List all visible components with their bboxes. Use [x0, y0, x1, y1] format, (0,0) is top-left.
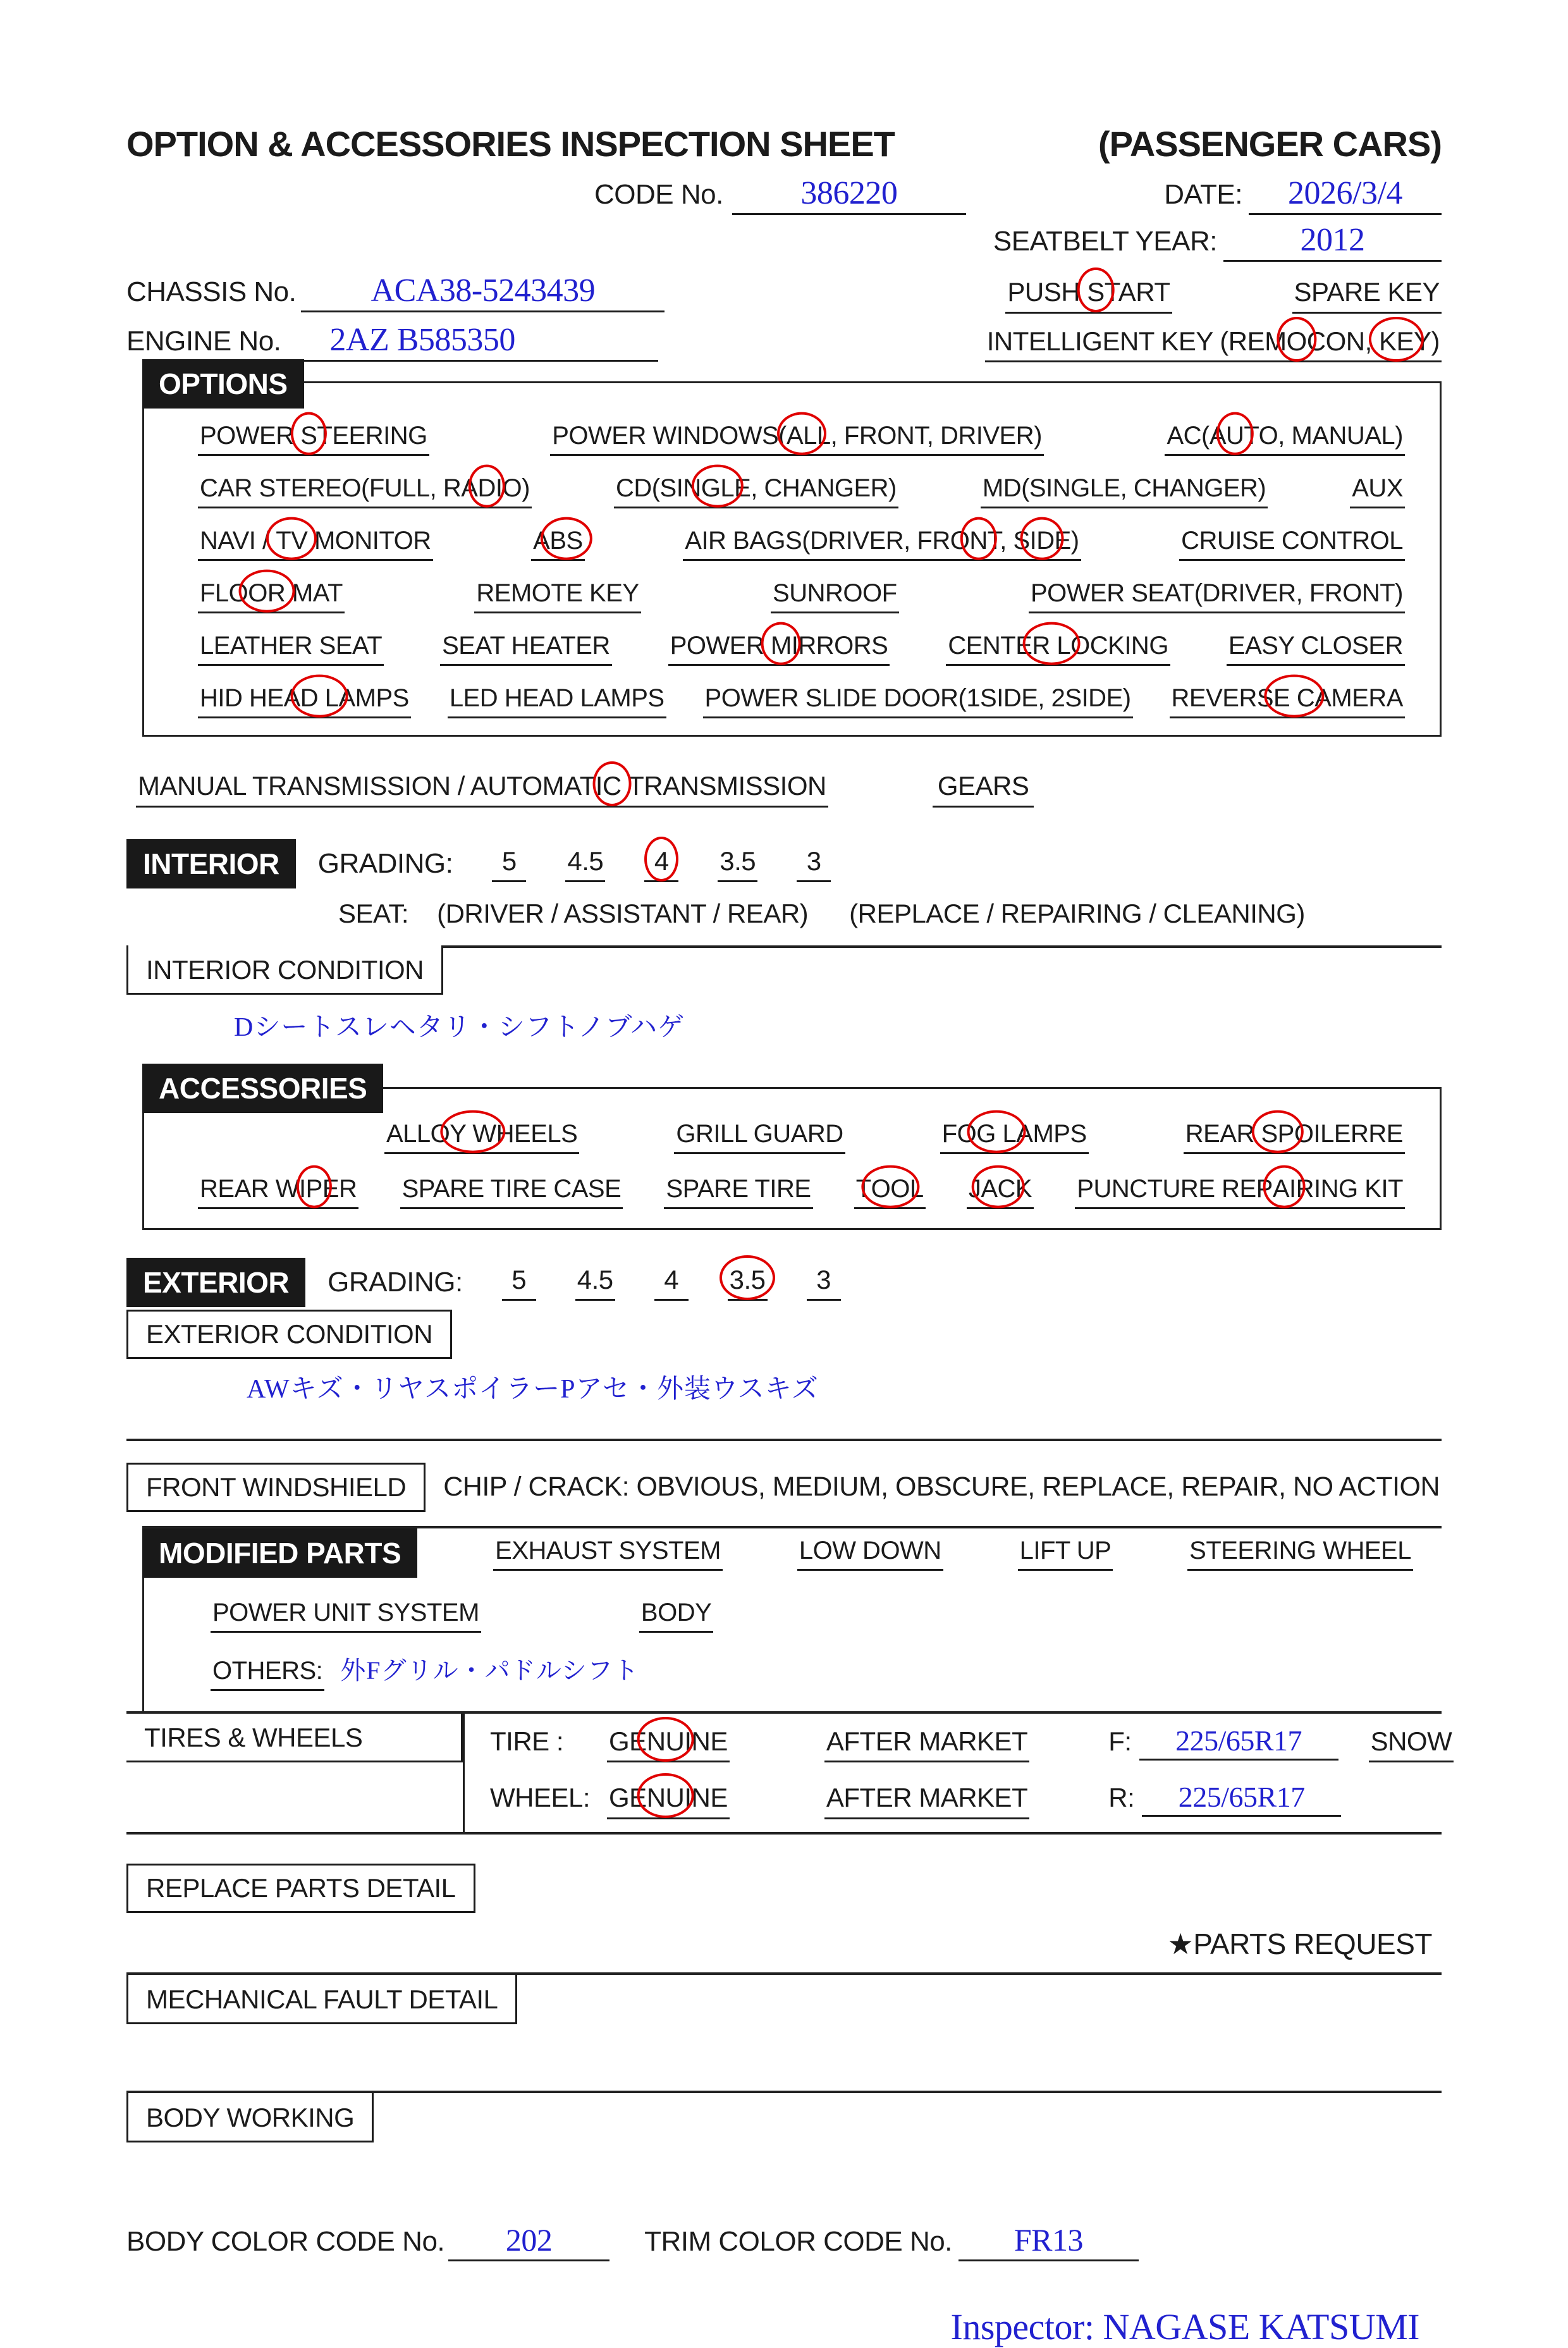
option-power-windows[interactable]: POWER WINDOWS(ALL, FRONT, DRIVER)	[550, 420, 1044, 456]
modified-parts-section-label: MODIFIED PARTS	[142, 1528, 417, 1578]
interior-condition-section	[126, 948, 1442, 1044]
seatbelt-row	[126, 221, 1442, 262]
accessory-alloy-wheels[interactable]: ALLOY WHEELS	[384, 1118, 579, 1154]
exterior-condition-label: EXTERIOR CONDITION	[126, 1310, 452, 1359]
interior-grade-4[interactable]	[644, 845, 678, 883]
wheel-rear-size-field[interactable]: 225/65R17	[1142, 1780, 1341, 1817]
code-value-field[interactable]: 386220	[732, 175, 966, 215]
engine-label: ENGINE No.	[126, 325, 281, 357]
date-label: DATE:	[1164, 179, 1242, 210]
body-working-section	[126, 2091, 1442, 2142]
red-circle-mark: O	[1287, 325, 1307, 359]
front-windshield-label: FRONT WINDSHIELD	[126, 1463, 426, 1512]
modified-low-down[interactable]: LOW DOWN	[797, 1535, 943, 1571]
interior-grading-label: GRADING:	[317, 847, 453, 879]
interior-grade-5[interactable]: 5	[492, 845, 526, 883]
exterior-grade-3-5[interactable]	[728, 1263, 768, 1301]
tire-snow[interactable]: SNOW	[1369, 1725, 1454, 1763]
color-codes-row	[126, 2222, 1442, 2261]
option-md[interactable]: MD(SINGLE, CHANGER)	[981, 472, 1268, 508]
modified-parts-others-row	[211, 1650, 1442, 1691]
option-cd[interactable]: CD(SINGLE, CHANGER)	[614, 472, 898, 508]
accessory-grill-guard[interactable]: GRILL GUARD	[674, 1118, 845, 1154]
red-circle-mark: R L	[1032, 630, 1070, 661]
exterior-condition-note[interactable]: AWキズ・リヤスポイラーPアセ・外装ウスキズ	[247, 1374, 819, 1404]
red-circle-mark: E C	[1273, 682, 1314, 714]
exterior-grade-4[interactable]: 4	[654, 1263, 689, 1301]
red-circle-mark: G L	[976, 1118, 1016, 1150]
trim-color-code-label: TRIM COLOR CODE No.	[644, 2225, 952, 2257]
seat-label: SEAT:	[338, 898, 409, 928]
red-circle-mark: GL	[701, 472, 734, 504]
interior-grading-row	[126, 839, 1442, 888]
option-led-head-lamps[interactable]: LED HEAD LAMPS	[448, 682, 666, 718]
trim-color-code-field[interactable]: FR13	[959, 2222, 1139, 2261]
red-circle-mark: ID	[1030, 525, 1055, 556]
accessory-rear-spoiler[interactable]: REAR SPOILERRE	[1184, 1118, 1405, 1154]
engine-row	[126, 321, 1442, 363]
option-cruise-control[interactable]: CRUISE CONTROL	[1179, 525, 1405, 561]
modified-lift-up[interactable]: LIFT UP	[1018, 1535, 1113, 1571]
red-circle-mark: AI	[1273, 1173, 1296, 1205]
wheel-genuine[interactable]: GENUINE	[607, 1781, 730, 1819]
red-circle-mark: NU	[647, 1725, 685, 1759]
seatbelt-year-label: SEATBELT YEAR:	[993, 226, 1217, 257]
body-color-code-label: BODY COLOR CODE No.	[126, 2225, 445, 2257]
options-row-2	[198, 472, 1405, 508]
others-label: OTHERS:	[211, 1655, 324, 1691]
red-circle-mark: P	[306, 1173, 322, 1205]
accessories-row-2	[198, 1173, 1405, 1209]
page-subtitle: (PASSENGER CARS)	[1098, 124, 1442, 164]
option-floor-mat[interactable]: FLOOR MAT	[198, 577, 345, 613]
chip-crack-options[interactable]: CHIP / CRACK: OBVIOUS, MEDIUM, OBSCURE, REPLACE, REPAIR, NO ACTION	[443, 1472, 1440, 1502]
modified-parts-items	[417, 1535, 1442, 1571]
option-abs[interactable]: ABS	[531, 525, 585, 561]
red-circle-mark: TV	[276, 525, 307, 556]
body-color-code-field[interactable]: 202	[448, 2222, 609, 2261]
accessory-tool[interactable]: TOOL	[854, 1173, 926, 1209]
options-row-6	[198, 682, 1405, 718]
options-box	[142, 367, 1442, 737]
others-note[interactable]: 外Fグリル・パドルシフト	[340, 1656, 639, 1685]
option-navi-tv-monitor[interactable]: NAVI / TV MONITOR	[198, 525, 433, 561]
red-circle-mark: D L	[300, 682, 339, 714]
option-power-seat[interactable]: POWER SEAT(DRIVER, FRONT)	[1029, 577, 1405, 613]
seatbelt-year-field[interactable]: 2012	[1223, 221, 1442, 262]
red-circle-mark: S	[1087, 276, 1105, 309]
options-row-1	[198, 420, 1405, 456]
divider-line	[126, 1439, 1442, 1441]
parts-request-row	[126, 1927, 1442, 1961]
option-seat-heater[interactable]: SEAT HEATER	[440, 630, 612, 666]
option-power-steering[interactable]: POWER STEERING	[198, 420, 429, 456]
tire-front-label: F:	[1108, 1726, 1132, 1756]
accessory-spare-tire[interactable]: SPARE TIRE	[664, 1173, 812, 1209]
code-label: CODE No.	[594, 179, 723, 210]
replace-parts-detail-label: REPLACE PARTS DETAIL	[126, 1864, 475, 1913]
wheel-after-market[interactable]: AFTER MARKET	[824, 1781, 1029, 1819]
modified-steering-wheel[interactable]: STEERING WHEEL	[1187, 1535, 1413, 1571]
options-row-5	[198, 630, 1405, 666]
chassis-row	[126, 272, 1442, 314]
page-title: OPTION & ACCESSORIES INSPECTION SHEET	[126, 124, 895, 164]
seat-positions[interactable]: (DRIVER / ASSISTANT / REAR)	[437, 898, 809, 928]
option-reverse-camera[interactable]: REVERSE CAMERA	[1170, 682, 1405, 718]
tire-row	[490, 1724, 1454, 1763]
tires-wheels-content	[465, 1714, 1454, 1832]
red-circle-mark: 4	[654, 845, 669, 878]
red-circle-mark: S	[300, 420, 317, 452]
interior-section-label: INTERIOR	[126, 839, 296, 888]
option-power-slide-door[interactable]: POWER SLIDE DOOR(1SIDE, 2SIDE)	[703, 682, 1133, 718]
gears-label[interactable]: GEARS	[933, 770, 1034, 808]
modified-exhaust-system[interactable]: EXHAUST SYSTEM	[493, 1535, 723, 1571]
red-circle-mark: U	[1226, 420, 1244, 452]
seat-row	[338, 899, 1442, 929]
interior-condition-note[interactable]: Dシートスレヘタリ・シフトノブハゲ	[234, 1012, 685, 1042]
wheel-row	[490, 1780, 1454, 1819]
exterior-grading-label: GRADING:	[328, 1266, 463, 1298]
exterior-grading-row	[126, 1258, 1442, 1307]
exterior-section-label: EXTERIOR	[126, 1258, 305, 1307]
modified-parts-row-1	[144, 1528, 1442, 1578]
engine-value-field[interactable]: 2AZ B585350	[295, 321, 658, 362]
red-circle-mark: OO	[871, 1173, 910, 1205]
red-circle-mark: N	[969, 525, 987, 556]
option-push-start[interactable]: PUSH START	[1005, 276, 1172, 314]
tire-after-market[interactable]: AFTER MARKET	[824, 1725, 1029, 1763]
modified-parts-section	[142, 1526, 1442, 1711]
code-date-row	[126, 175, 1442, 215]
tires-wheels-section	[126, 1711, 1452, 1835]
red-circle-mark: KE	[1379, 325, 1414, 359]
red-circle-mark: SP	[1261, 1118, 1294, 1150]
option-ac[interactable]: AC(AUTO, MANUAL)	[1165, 420, 1405, 456]
interior-grade-4-5[interactable]: 4.5	[565, 845, 605, 883]
accessory-rear-wiper[interactable]: REAR WIPER	[198, 1173, 358, 1209]
tire-label: TIRE :	[490, 1726, 564, 1756]
option-intelligent-key[interactable]: INTELLIGENT KEY (REMOCON, KEY)	[985, 325, 1442, 363]
options-row-3	[198, 525, 1405, 561]
red-circle-mark: OR	[248, 577, 285, 609]
parts-request-label: PARTS REQUEST	[1193, 1927, 1432, 1960]
body-working-label: BODY WORKING	[126, 2093, 374, 2142]
wheel-label: WHEEL:	[490, 1783, 591, 1812]
accessory-spare-tire-case[interactable]: SPARE TIRE CASE	[400, 1173, 623, 1209]
modified-parts-row-2	[211, 1597, 1442, 1633]
wheel-rear-label: R:	[1108, 1783, 1135, 1812]
red-circle-mark: C	[603, 770, 622, 803]
modified-power-unit-system[interactable]: POWER UNIT SYSTEM	[211, 1597, 481, 1633]
options-section-label: OPTIONS	[142, 359, 304, 409]
seat-actions[interactable]: (REPLACE / REPAIRING / CLEANING)	[849, 898, 1305, 928]
option-air-bags[interactable]: AIR BAGS(DRIVER, FRONT, SIDE)	[683, 525, 1081, 561]
red-circle-mark: Y W	[450, 1118, 496, 1150]
option-spare-key[interactable]: SPARE KEY	[1292, 276, 1442, 314]
red-circle-mark: AC	[981, 1173, 1015, 1205]
front-windshield-row	[126, 1463, 1442, 1512]
accessories-section-label: ACCESSORIES	[142, 1064, 383, 1113]
tire-front-size-field[interactable]: 225/65R17	[1139, 1724, 1338, 1761]
exterior-grade-4-5[interactable]: 4.5	[575, 1263, 615, 1301]
interior-condition-label: INTERIOR CONDITION	[126, 945, 443, 995]
modified-body[interactable]: BODY	[639, 1597, 713, 1633]
option-leather-seat[interactable]: LEATHER SEAT	[198, 630, 384, 666]
option-aux[interactable]: AUX	[1350, 472, 1405, 508]
accessories-row-1	[198, 1118, 1405, 1154]
transmission-row	[136, 770, 1442, 808]
exterior-condition-section	[126, 1307, 1442, 1406]
interior-grade-3-5[interactable]: 3.5	[718, 845, 757, 883]
option-center-locking[interactable]: CENTER LOCKING	[946, 630, 1170, 666]
accessory-puncture-repairing-kit[interactable]: PUNCTURE REPAIRING KIT	[1075, 1173, 1405, 1209]
exterior-grade-5[interactable]: 5	[502, 1263, 536, 1301]
accessory-jack[interactable]: JACK	[967, 1173, 1034, 1209]
red-circle-mark: BS	[549, 525, 582, 556]
accessory-fog-lamps[interactable]: FOG LAMPS	[940, 1118, 1089, 1154]
tire-genuine[interactable]: GENUINE	[607, 1725, 730, 1763]
chassis-label: CHASSIS No.	[126, 276, 297, 307]
title-row	[126, 123, 1442, 164]
accessories-box	[142, 1071, 1442, 1230]
interior-grade-3[interactable]: 3	[797, 845, 831, 883]
options-row-4	[198, 577, 1405, 613]
red-circle-mark: NU	[647, 1781, 685, 1815]
chassis-value-field[interactable]: ACA38-5243439	[301, 272, 665, 312]
option-car-stereo[interactable]: CAR STEREO(FULL, RADIO)	[198, 472, 532, 508]
tires-wheels-label-cell	[126, 1714, 465, 1832]
red-circle-mark: AL	[787, 420, 817, 452]
replace-parts-section	[126, 1864, 1442, 1913]
mechanical-fault-detail-label: MECHANICAL FAULT DETAIL	[126, 1975, 517, 2024]
red-circle-mark: M	[771, 630, 792, 661]
inspector-signature: Inspector: NAGASE KATSUMI	[950, 2306, 1419, 2347]
option-power-mirrors[interactable]: POWER MIRRORS	[668, 630, 890, 666]
mechanical-fault-section	[126, 1972, 1442, 2024]
red-circle-mark: D	[477, 472, 495, 504]
option-hid-head-lamps[interactable]: HID HEAD LAMPS	[198, 682, 411, 718]
tires-wheels-label: TIRES & WHEELS	[126, 1714, 463, 1762]
exterior-grade-3[interactable]: 3	[807, 1263, 841, 1301]
star-icon: ★	[1167, 1927, 1194, 1960]
form-content	[126, 123, 1452, 2348]
option-sunroof[interactable]: SUNROOF	[771, 577, 899, 613]
date-value-field[interactable]: 2026/3/4	[1249, 175, 1442, 215]
option-transmission[interactable]: MANUAL TRANSMISSION / AUTOMATIC TRANSMISSION	[136, 770, 828, 808]
red-circle-mark: 3.5	[730, 1263, 766, 1297]
option-easy-closer[interactable]: EASY CLOSER	[1227, 630, 1405, 666]
option-remote-key[interactable]: REMOTE KEY	[474, 577, 640, 613]
